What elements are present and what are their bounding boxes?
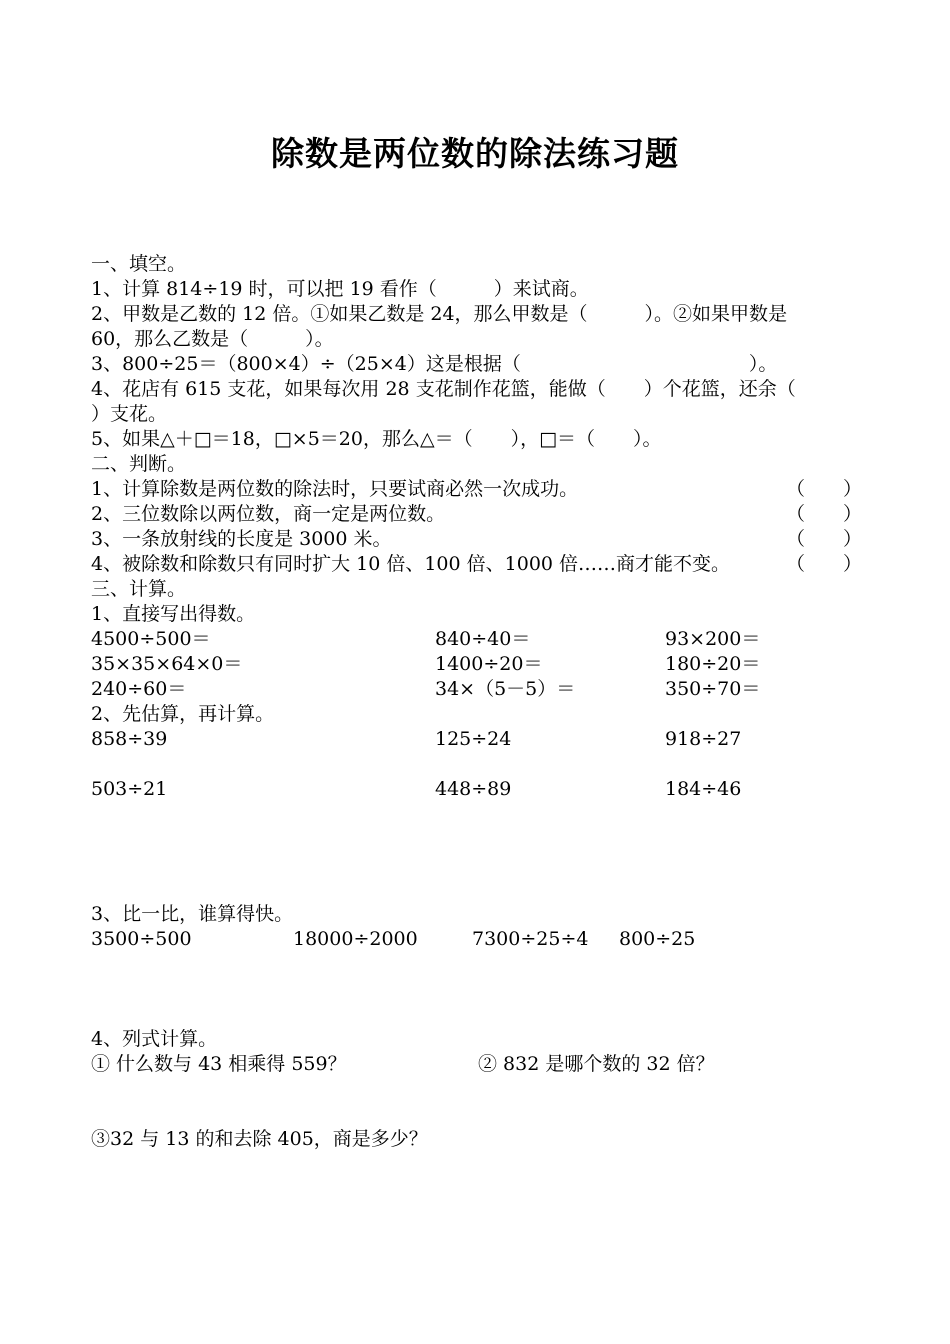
judge-answer-paren: （ ） (786, 528, 863, 550)
direct-calc-row (91, 627, 866, 652)
estimate-item: 184÷46 (665, 778, 742, 800)
judge-answer-paren: （ ） (786, 553, 863, 575)
calc-item: 1400÷20＝ (435, 653, 543, 675)
calc-item: 34×（5－5）＝ (435, 678, 576, 700)
judge-text: 4、被除数和除数只有同时扩大 10 倍、100 倍、1000 倍……商才能不变。 (91, 553, 731, 575)
direct-calc-row (91, 677, 866, 702)
calc-item: 350÷70＝ (665, 678, 761, 700)
section3-heading: 三、计算。 (91, 578, 187, 600)
compare-item: 3500÷500 (91, 928, 192, 950)
estimate-row (91, 727, 866, 752)
word-problem-row (91, 1052, 866, 1077)
word-problem-1: ① 什么数与 43 相乘得 559？ (91, 1053, 347, 1075)
compare-item: 18000÷2000 (293, 928, 418, 950)
word-problem-2: ② 832 是哪个数的 32 倍？ (478, 1053, 715, 1075)
section1-heading: 一、填空。 (91, 253, 187, 275)
estimate-row (91, 777, 866, 802)
estimate-item: 503÷21 (91, 778, 168, 800)
fill-q1: 1、计算 814÷19 时，可以把 19 看作（ ）来试商。 (91, 278, 589, 300)
calc-item: 93×200＝ (665, 628, 761, 650)
judge-item-2 (91, 502, 866, 527)
judge-text: 3、一条放射线的长度是 3000 米。 (91, 528, 392, 550)
part2-heading: 2、先估算，再计算。 (91, 703, 275, 725)
section2-heading: 二、判断。 (91, 453, 187, 475)
judge-answer-paren: （ ） (786, 503, 863, 525)
fill-q4-line1: 4、花店有 615 支花，如果每次用 28 支花制作花篮，能做（ ）个花篮，还余（ (91, 378, 796, 400)
fill-q3: 3、800÷25＝（800×4）÷（25×4）这是根据（ ）。 (91, 353, 778, 375)
fill-q5: 5、如果△＋□＝18，□×5＝20，那么△＝（ ），□＝（ ）。 (91, 428, 662, 450)
fill-q2-line2: 60，那么乙数是（ ）。 (91, 328, 334, 350)
fill-q4-line2: ）支花。 (91, 403, 168, 425)
compare-row (91, 927, 866, 952)
calc-item: 180÷20＝ (665, 653, 761, 675)
worksheet-content (91, 252, 866, 1152)
fill-q2-line1: 2、甲数是乙数的 12 倍。①如果乙数是 24，那么甲数是（ ）。②如果甲数是 (91, 303, 788, 325)
judge-text: 1、计算除数是两位数的除法时，只要试商必然一次成功。 (91, 478, 579, 500)
calc-item: 840÷40＝ (435, 628, 531, 650)
judge-text: 2、三位数除以两位数，商一定是两位数。 (91, 503, 446, 525)
part1-heading: 1、直接写出得数。 (91, 603, 256, 625)
calc-item: 35×35×64×0＝ (91, 653, 243, 675)
calc-item: 4500÷500＝ (91, 628, 211, 650)
judge-answer-paren: （ ） (786, 478, 863, 500)
part4-heading: 4、列式计算。 (91, 1028, 218, 1050)
estimate-item: 448÷89 (435, 778, 512, 800)
direct-calc-row (91, 652, 866, 677)
compare-item: 7300÷25÷4 (472, 928, 589, 950)
calc-item: 240÷60＝ (91, 678, 187, 700)
word-problem-3: ③32 与 13 的和去除 405，商是多少？ (91, 1128, 428, 1150)
judge-item-3 (91, 527, 866, 552)
page-title: 除数是两位数的除法练习题 (271, 134, 679, 173)
part3-heading: 3、比一比，谁算得快。 (91, 903, 294, 925)
compare-item: 800÷25 (619, 928, 696, 950)
estimate-item: 858÷39 (91, 728, 168, 750)
judge-item-1 (91, 477, 866, 502)
judge-item-4 (91, 552, 866, 577)
estimate-item: 918÷27 (665, 728, 742, 750)
estimate-item: 125÷24 (435, 728, 512, 750)
